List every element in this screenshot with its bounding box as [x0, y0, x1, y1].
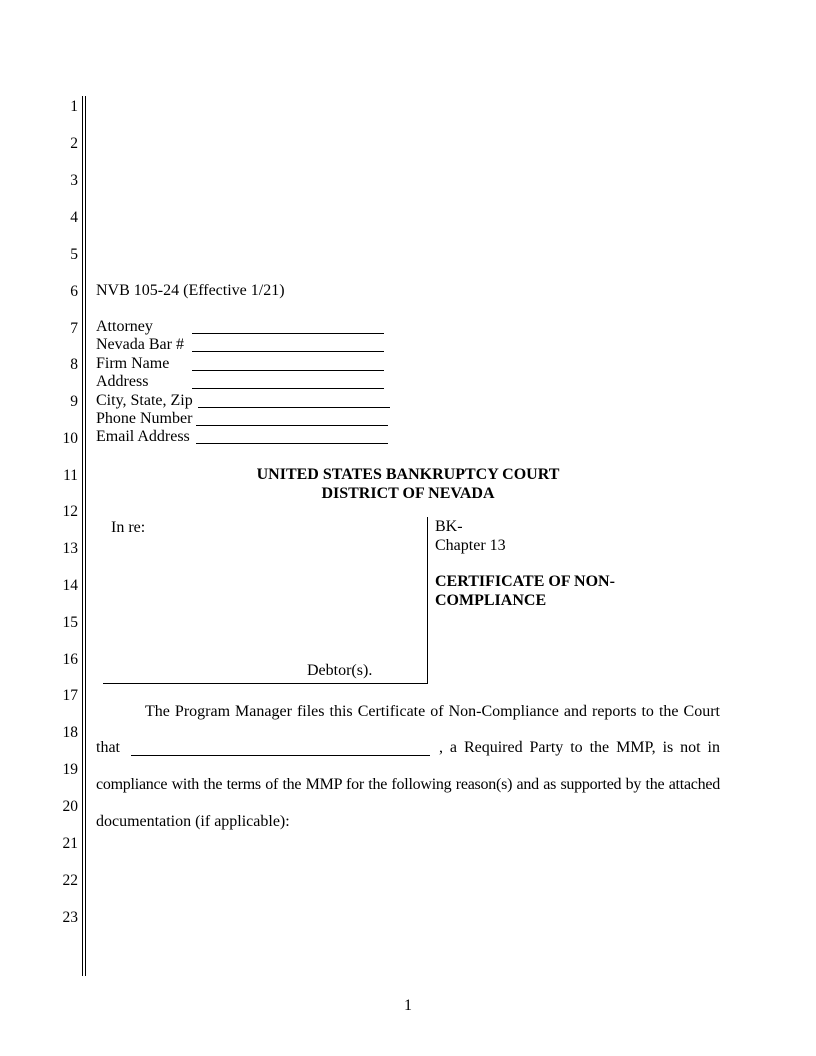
court-name: UNITED STATES BANKRUPTCY COURT	[256, 466, 560, 483]
line-number: 3	[70, 172, 78, 189]
line-number: 10	[62, 430, 78, 447]
email-field[interactable]	[196, 429, 388, 444]
line-number: 7	[70, 320, 78, 337]
line-number: 1	[70, 98, 78, 115]
line-number: 23	[62, 909, 78, 926]
margin-rule-inner	[82, 96, 83, 976]
address-label: Address	[96, 373, 149, 390]
phone-label: Phone Number	[96, 410, 193, 427]
body-line-4: documentation (if applicable):	[96, 813, 290, 830]
line-number: 8	[70, 356, 78, 373]
firm-name-label: Firm Name	[96, 355, 170, 372]
in-re-label: In re:	[111, 519, 146, 536]
city-state-zip-label: City, State, Zip	[96, 392, 193, 409]
required-party-field[interactable]	[131, 741, 430, 756]
caption-divider	[427, 517, 428, 684]
attorney-field[interactable]	[192, 319, 384, 334]
body-line-2-pre: that	[96, 739, 120, 756]
line-number: 13	[62, 540, 78, 557]
case-number: BK-	[435, 518, 463, 535]
line-number: 21	[62, 835, 78, 852]
line-number: 9	[70, 393, 78, 410]
line-number: 14	[62, 577, 78, 594]
phone-field[interactable]	[196, 411, 388, 426]
city-state-zip-field[interactable]	[198, 393, 390, 408]
caption-bottom-rule	[103, 683, 428, 684]
debtor-label: Debtor(s).	[307, 662, 373, 679]
line-number: 4	[70, 209, 78, 226]
line-number: 15	[62, 614, 78, 631]
body-line-2-post: , a Required Party to the MMP, is not in	[439, 739, 720, 756]
attorney-label: Attorney	[96, 318, 153, 335]
line-number: 18	[62, 724, 78, 741]
line-number: 2	[70, 135, 78, 152]
line-number: 19	[62, 761, 78, 778]
line-number: 12	[62, 503, 78, 520]
line-number: 16	[62, 651, 78, 668]
document-title: CERTIFICATE OF NON-	[435, 573, 615, 590]
body-line-1: The Program Manager files this Certificate of Non-Compliance and reports to the Court	[145, 703, 720, 720]
form-id: NVB 105-24 (Effective 1/21)	[96, 282, 285, 299]
bar-number-field[interactable]	[192, 337, 384, 352]
line-number: 20	[62, 798, 78, 815]
line-number: 11	[63, 467, 78, 484]
line-number: 22	[62, 872, 78, 889]
email-label: Email Address	[96, 428, 190, 445]
line-number: 5	[70, 246, 78, 263]
address-field[interactable]	[192, 374, 384, 389]
bar-number-label: Nevada Bar #	[96, 336, 184, 353]
page-number: 1	[404, 997, 412, 1014]
line-number: 17	[62, 687, 78, 704]
body-line-3: compliance with the terms of the MMP for the following reason(s) and as supported by the attached	[96, 776, 720, 793]
margin-rule-outer	[85, 96, 86, 976]
firm-name-field[interactable]	[192, 356, 384, 371]
court-district: DISTRICT OF NEVADA	[321, 485, 495, 502]
document-title-cont: COMPLIANCE	[435, 592, 547, 609]
line-number: 6	[70, 283, 78, 300]
chapter: Chapter 13	[435, 537, 506, 554]
